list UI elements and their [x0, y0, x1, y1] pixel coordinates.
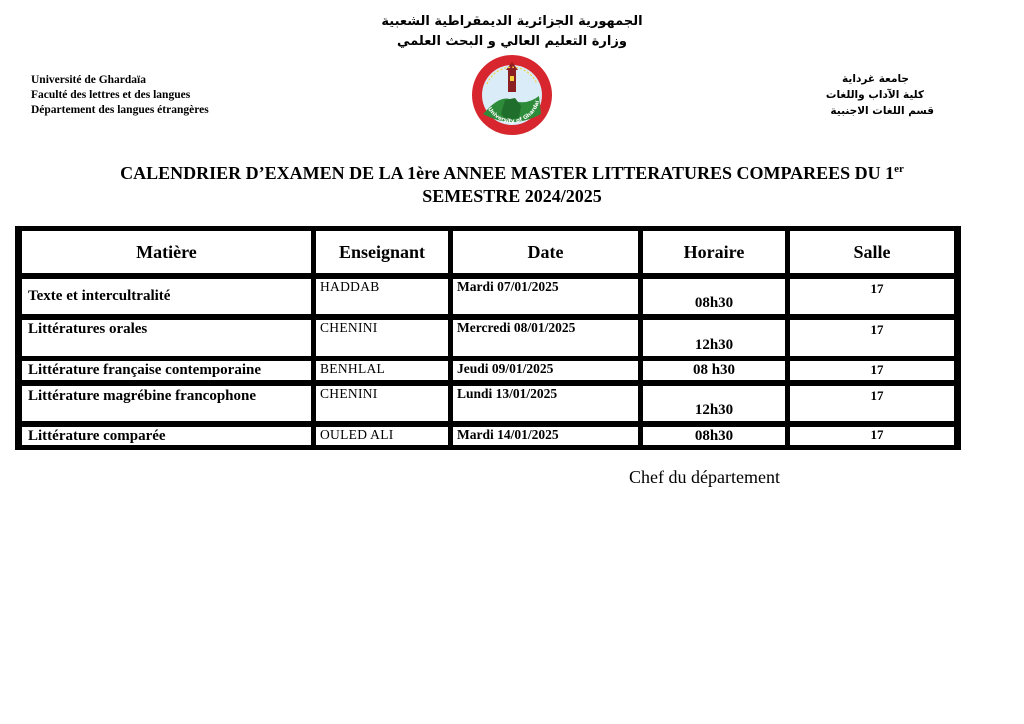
table-cell-enseignant: OULED ALI	[315, 426, 449, 446]
faculty-name: Faculté des lettres et des langues	[31, 89, 191, 101]
title-line2: SEMESTRE 2024/2025	[422, 186, 602, 206]
university-name-ar: جامعة غرداية	[842, 73, 909, 85]
table-cell-horaire: 08h30	[642, 426, 786, 446]
department-name: Département des langues étrangères	[31, 104, 209, 116]
table-cell-enseignant: CHENINI	[315, 385, 449, 422]
faculty-name-ar: كلية الآداب واللغات	[825, 89, 924, 101]
header-horaire: Horaire	[642, 230, 786, 274]
header-arabic-republic: الجمهورية الجزائرية الديمقراطية الشعبية	[381, 14, 643, 29]
table-cell-horaire: 12h30	[642, 385, 786, 422]
table-cell-salle: 17	[789, 360, 955, 381]
header-arabic-institution	[734, 71, 934, 119]
header-arabic-ministry: وزارة التعليم العالي و البحث العلمي	[397, 34, 627, 49]
table-cell-date: Mardi 07/01/2025	[452, 278, 639, 315]
exam-schedule-table	[15, 226, 961, 450]
title-line1: CALENDRIER D’EXAMEN DE LA 1ère ANNEE MASTER LITTERATURES COMPAREES DU 1	[120, 163, 895, 183]
table-cell-date: Jeudi 09/01/2025	[452, 360, 639, 381]
department-name-ar: قسم اللغات الاجنبية	[830, 105, 934, 117]
table-cell-salle: 17	[789, 319, 955, 357]
table-cell-enseignant: HADDAB	[315, 278, 449, 315]
table-cell-matiere: Littérature française contemporaine	[21, 360, 312, 381]
header-enseignant: Enseignant	[315, 230, 449, 274]
signature-label: Chef du département	[629, 467, 780, 487]
header-salle: Salle	[789, 230, 955, 274]
title-line1-sup: er	[894, 163, 904, 175]
table-cell-matiere: Littératures orales	[21, 319, 312, 357]
table-cell-enseignant: BENHLAL	[315, 360, 449, 381]
table-cell-horaire: 08h30	[642, 278, 786, 315]
header-matiere: Matière	[21, 230, 312, 274]
table-cell-salle: 17	[789, 278, 955, 315]
table-cell-date: Lundi 13/01/2025	[452, 385, 639, 422]
table-cell-salle: 17	[789, 385, 955, 422]
table-cell-matiere: Littérature comparée	[21, 426, 312, 446]
logo-text: University of Ghardai	[486, 100, 542, 125]
table-cell-enseignant: CHENINI	[315, 319, 449, 357]
header-french-institution	[31, 73, 209, 118]
table-cell-horaire: 08 h30	[642, 360, 786, 381]
table-cell-matiere: Littérature magrébine francophone	[21, 385, 312, 422]
table-cell-horaire: 12h30	[642, 319, 786, 357]
table-cell-salle: 17	[789, 426, 955, 446]
table-cell-matiere: Texte et intercultralité	[21, 278, 312, 315]
table-cell-date: Mercredi 08/01/2025	[452, 319, 639, 357]
university-name: Université de Ghardaïa	[31, 74, 146, 86]
page-title	[40, 158, 984, 208]
header-date: Date	[452, 230, 639, 274]
university-logo	[471, 54, 553, 136]
table-cell-date: Mardi 14/01/2025	[452, 426, 639, 446]
